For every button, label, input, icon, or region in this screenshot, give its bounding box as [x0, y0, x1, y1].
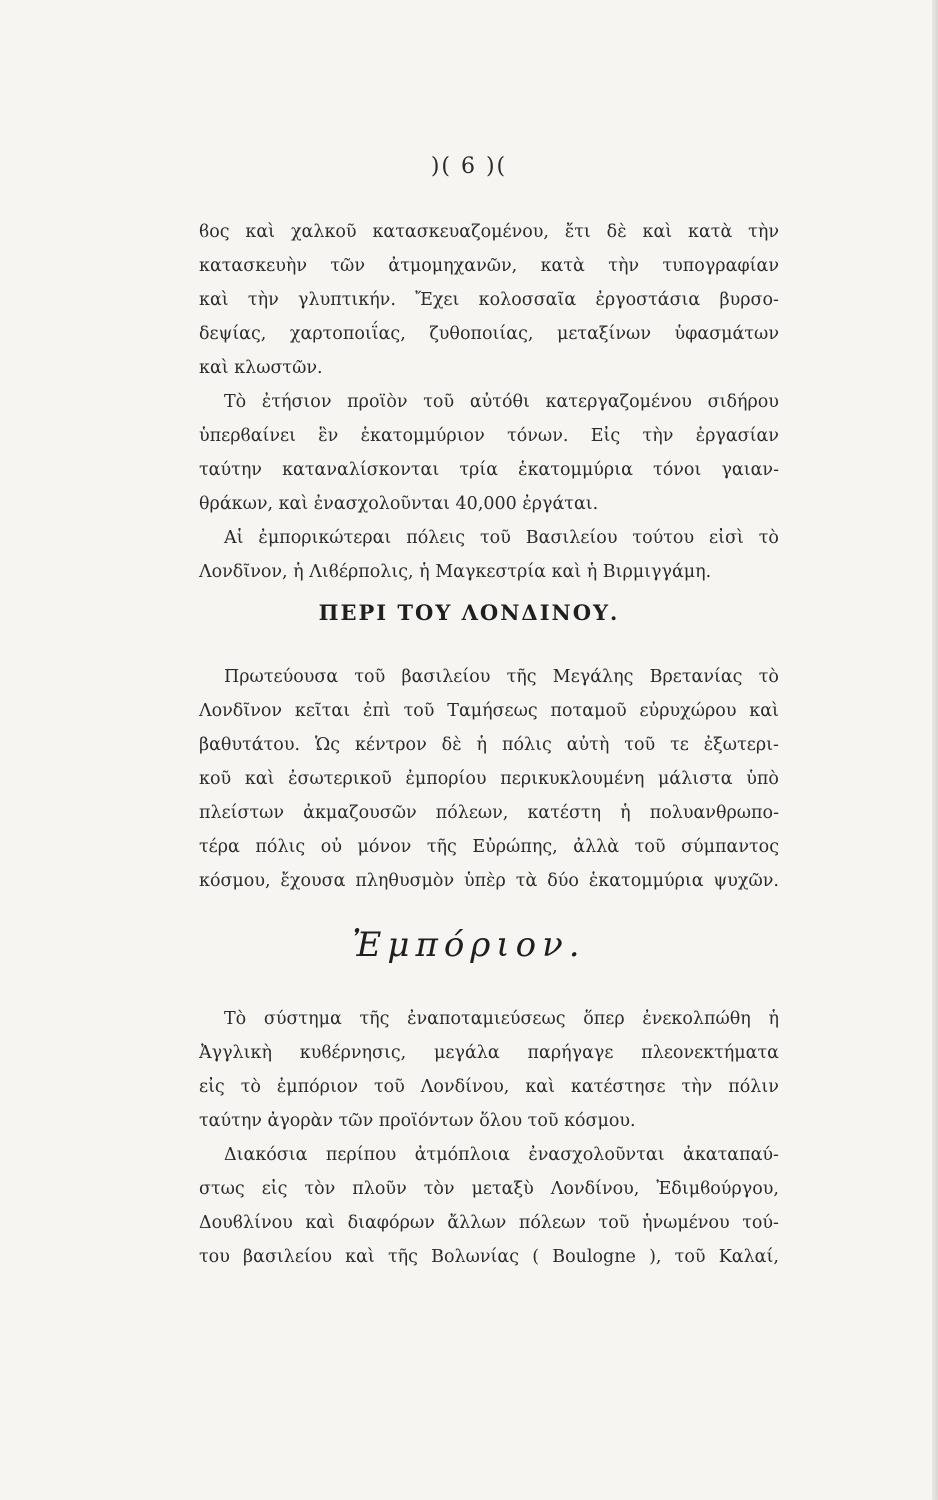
page-edge — [932, 0, 938, 1500]
text-line: ϐος καὶ χαλκοῦ κατασκευαζομένου, ἔτι δὲ καὶ κατὰ τὴν — [199, 222, 779, 242]
text-line: Αἱ ἐμπορικώτεραι πόλεις τοῦ Βασιλείου τούτου εἰσὶ τὸ — [224, 528, 779, 548]
section-subheading: Ἐμπόριον. — [352, 925, 586, 965]
text-line: κοῦ καὶ ἐσωτερικοῦ ἐμπορίου περικυκλουμένη μάλιστα ὑπὸ — [199, 769, 779, 789]
page-number: )( 6 )( — [430, 154, 508, 179]
text-line: ὑπερϐαίνει ἓν ἑκατομμύριον τόνων. Εἰς τὴν ἐργασίαν — [199, 426, 779, 446]
text-line: βαθυτάτου. Ὡς κέντρον δὲ ἡ πόλις αὐτὴ τοῦ τε ἐξωτερι- — [199, 735, 779, 755]
text-line: Τὸ σύστημα τῆς ἐναποταμιεύσεως ὅπερ ἐνεκολπώθη ἡ — [224, 1009, 779, 1029]
text-line: θράκων, καὶ ἐνασχολοῦνται 40,000 ἐργάται. — [199, 494, 599, 514]
text-line: Πρωτεύουσα τοῦ βασιλείου τῆς Μεγάλης Βρετανίας τὸ — [224, 667, 779, 687]
section-heading: ΠΕΡΙ ΤΟΥ ΛΟΝΔΙΝΟΥ. — [318, 600, 620, 625]
text-line: Λονδῖνον, ἡ Λιϐέρπολις, ἡ Μαγκεστρία καὶ ἡ Βιρμιγγάμη. — [199, 562, 712, 582]
text-line: καὶ τὴν γλυπτικήν. Ἔχει κολοσσαῖα ἐργοστάσια βυρσο- — [199, 290, 779, 310]
text-line: ταύτην ἀγορὰν τῶν προϊόντων ὅλου τοῦ κόσμου. — [199, 1111, 636, 1131]
text-line: Τὸ ἐτήσιον προϊὸν τοῦ αὐτόθι κατεργαζομένου σιδήρου — [224, 392, 779, 412]
paragraph-block-2 — [199, 660, 779, 898]
text-line: τέρα πόλις οὐ μόνον τῆς Εὐρώπης, ἀλλὰ τοῦ σύμπαντος — [199, 837, 779, 857]
paragraph-block-1 — [199, 215, 779, 589]
text-line: ταύτην καταναλίσκονται τρία ἑκατομμύρια τόνοι γαιαν- — [199, 460, 779, 480]
text-line: εἰς τὸ ἐμπόριον τοῦ Λονδίνου, καὶ κατέστησε τὴν πόλιν — [199, 1077, 779, 1097]
text-line: πλείστων ἀκμαζουσῶν πόλεων, κατέστη ἡ πολυανθρωπο- — [199, 803, 779, 823]
text-line: Διακόσια περίπου ἀτμόπλοια ἐνασχολοῦνται ἀκαταπαύ- — [224, 1145, 779, 1165]
text-line: του βασιλείου καὶ τῆς Βολωνίας ( Boulogne ), τοῦ Καλαί, — [199, 1247, 779, 1267]
text-line: Λονδῖνον κεῖται ἐπὶ τοῦ Ταμήσεως ποταμοῦ εὐρυχώρου καὶ — [199, 701, 779, 721]
text-line: στως εἰς τὸν πλοῦν τὸν μεταξὺ Λονδίνου, Ἐδιμϐούργου, — [199, 1179, 779, 1199]
text-line: δεψίας, χαρτοποιΐας, ζυθοποιίας, μεταξίνων ὑφασμάτων — [199, 324, 779, 344]
text-line: Ἀγγλικὴ κυϐέρνησις, μεγάλα παρήγαγε πλεονεκτήματα — [199, 1043, 779, 1063]
paragraph-block-3 — [199, 1002, 779, 1274]
text-line: κόσμου, ἔχουσα πληθυσμὸν ὑπὲρ τὰ δύο ἑκατομμύρια ψυχῶν. — [199, 871, 779, 891]
text-line: καὶ κλωστῶν. — [199, 358, 323, 378]
text-line: Δουϐλίνου καὶ διαφόρων ἄλλων πόλεων τοῦ ἡνωμένου τού- — [199, 1213, 779, 1233]
text-line: κατασκευὴν τῶν ἀτμομηχανῶν, κατὰ τὴν τυπογραφίαν — [199, 256, 779, 276]
